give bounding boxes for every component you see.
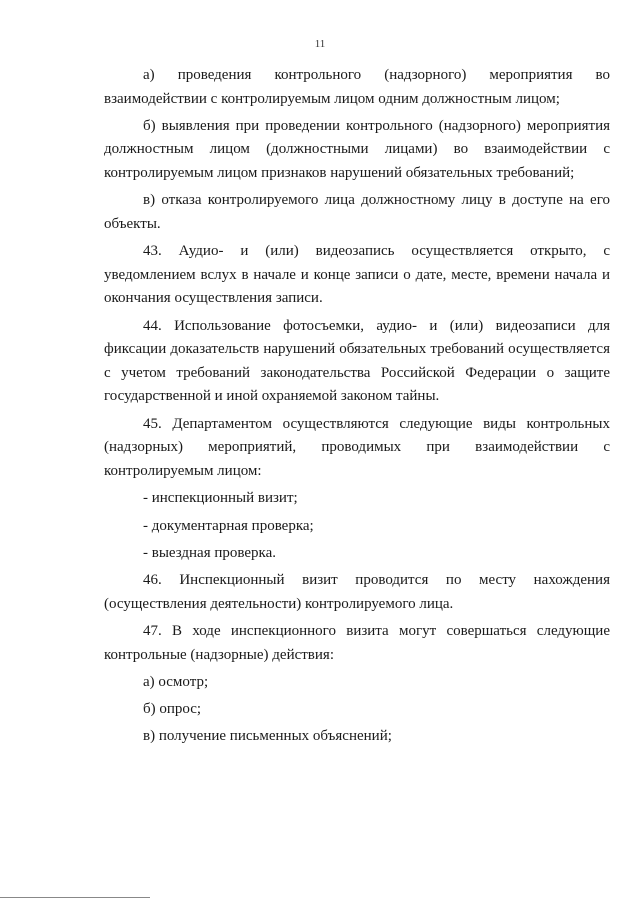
list-item-inspection: а) осмотр; <box>143 673 209 690</box>
paragraph-44: 44. Использование фотосъемки, аудио- и (или) видеозаписи для фиксации доказательств нарушений обязательных требований осуществляется с учетом требований законодательства Российской Федерации о защите государственной и иной охраняемой законом тайны. <box>104 317 610 405</box>
list-item-survey: б) опрос; <box>143 701 202 718</box>
list-item-inspection-visit: - инспекционный визит; <box>143 490 298 507</box>
paragraph-47: 47. В ходе инспекционного визита могут совершаться следующие контрольные (надзорные) действия: <box>104 622 610 663</box>
paragraph-46: 46. Инспекционный визит проводится по месту нахождения (осуществления деятельности) контролируемого лица. <box>104 572 610 612</box>
paragraph-43: 43. Аудио- и (или) видеозапись осуществляется открыто, с уведомлением вслух в начале и конце записи о дате, месте, времени начала и окончания осуществления записи. <box>104 243 610 307</box>
page-number: 11 <box>314 38 326 50</box>
paragraph-item-a: а) проведения контрольного (надзорного) мероприятия во взаимодействии с контролируемым лицом одним должностным лицом; <box>104 67 610 107</box>
paragraph-item-v: в) отказа контролируемого лица должностному лицу в доступе на его объекты. <box>104 192 610 232</box>
document-body <box>104 64 610 753</box>
paragraph-45: 45. Департаментом осуществляются следующие виды контрольных (надзорных) мероприятий, проводимых при взаимодействии с контролируемым лицом: <box>104 415 610 479</box>
list-item-onsite-check: - выездная проверка. <box>143 544 277 561</box>
list-item-written-explanations: в) получение письменных объяснений; <box>143 728 392 745</box>
paragraph-item-b: б) выявления при проведении контрольного (надзорного) мероприятия должностным лицом (должностными лицами) во взаимодействии с контролируемым лицом признаков нарушений обязательных требований; <box>104 117 610 182</box>
footer-divider <box>0 897 150 898</box>
list-item-documentary-check: - документарная проверка; <box>143 517 314 534</box>
